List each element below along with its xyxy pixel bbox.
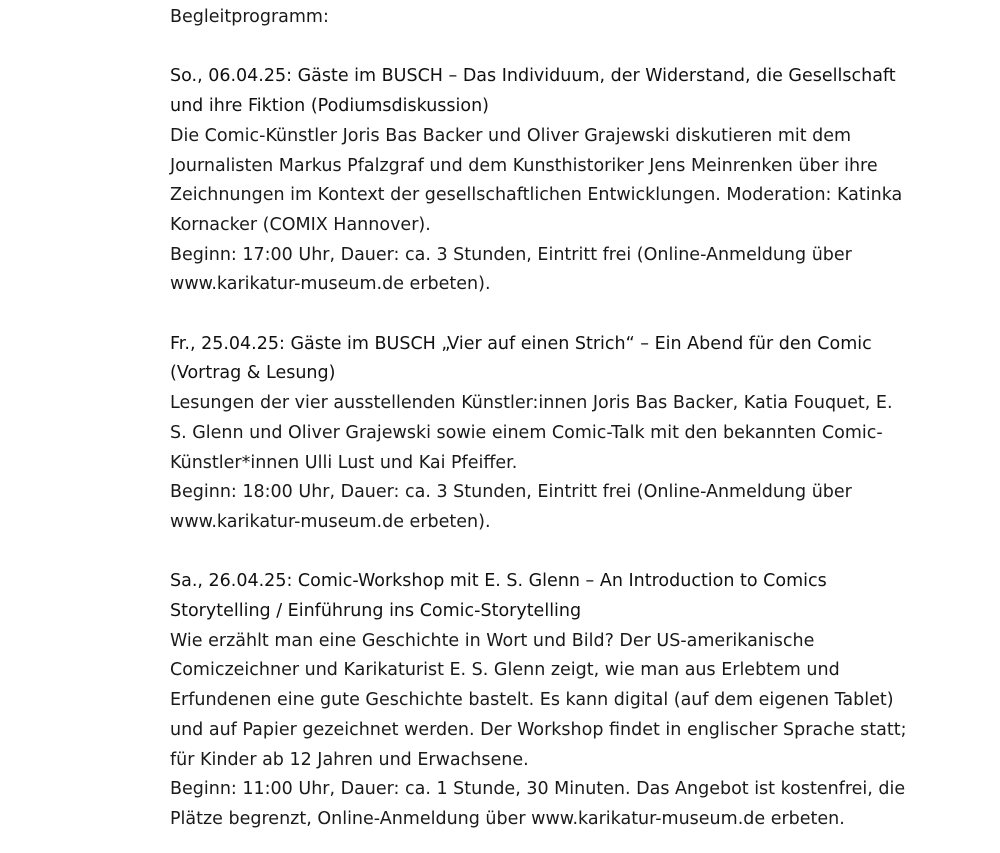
event-item xyxy=(170,62,910,300)
section-heading: Begleitprogramm: xyxy=(170,7,329,27)
event-description: Wie erzählt man eine Geschichte in Wort und Bild? Der US-amerikanische Comiczeichner und Karikaturist E. S. Glenn zeigt, wie man aus Erlebtem und Erfundenen eine gute Geschichte bastelt. Es kann digital (auf dem eigenen Tablet) und auf Papier gezeichnet werden. Der Workshop findet in englischer Sprache statt; für Kinder ab 12 Jahren und Erwachsene. xyxy=(170,630,907,770)
event-meta: Beginn: 11:00 Uhr, Dauer: ca. 1 Stunde, 30 Minuten. Das Angebot ist kostenfrei, die Plätze begrenzt, Online-Anmeldung über www.karikatur-museum.de erbeten. xyxy=(170,779,906,829)
event-title: Sa., 26.04.25: Comic-Workshop mit E. S. Glenn – An Introduction to Comics Storytelling / Einführung ins Comic-Storytelling xyxy=(170,571,827,622)
event-meta: Beginn: 17:00 Uhr, Dauer: ca. 3 Stunden, Eintritt frei (Online-Anmeldung über www.karikatur-museum.de erbeten). xyxy=(170,244,852,295)
event-title: So., 06.04.25: Gäste im BUSCH – Das Individuum, der Widerstand, die Gesellschaft und ihre Fiktion (Podiumsdiskussion) xyxy=(170,66,896,117)
program-content xyxy=(170,3,910,835)
event-meta: Beginn: 18:00 Uhr, Dauer: ca. 3 Stunden, Eintritt frei (Online-Anmeldung über www.karikatur-museum.de erbeten). xyxy=(170,482,852,532)
event-description: Lesungen der vier ausstellenden Künstler:innen Joris Bas Backer, Katia Fouquet, E. S. Glenn und Oliver Grajewski sowie einem Comic-Talk mit den bekannten Comic-Künstler*innen Ulli Lust und Kai Pfeiffer. xyxy=(170,393,893,473)
event-title: Fr., 25.04.25: Gäste im BUSCH „Vier auf einen Strich“ – Ein Abend für den Comic (Vortrag & Lesung) xyxy=(170,333,872,384)
event-item xyxy=(170,330,910,538)
event-description: Die Comic-Künstler Joris Bas Backer und Oliver Grajewski diskutieren mit dem Journalisten Markus Pfalzgraf und dem Kunsthistoriker Jens Meinrenken über ihre Zeichnungen im Kontext der gesellschaftlichen Entwicklungen. Moderation: Katinka Kornacker (COMIX Hannover). xyxy=(170,125,903,235)
event-item xyxy=(170,567,910,834)
